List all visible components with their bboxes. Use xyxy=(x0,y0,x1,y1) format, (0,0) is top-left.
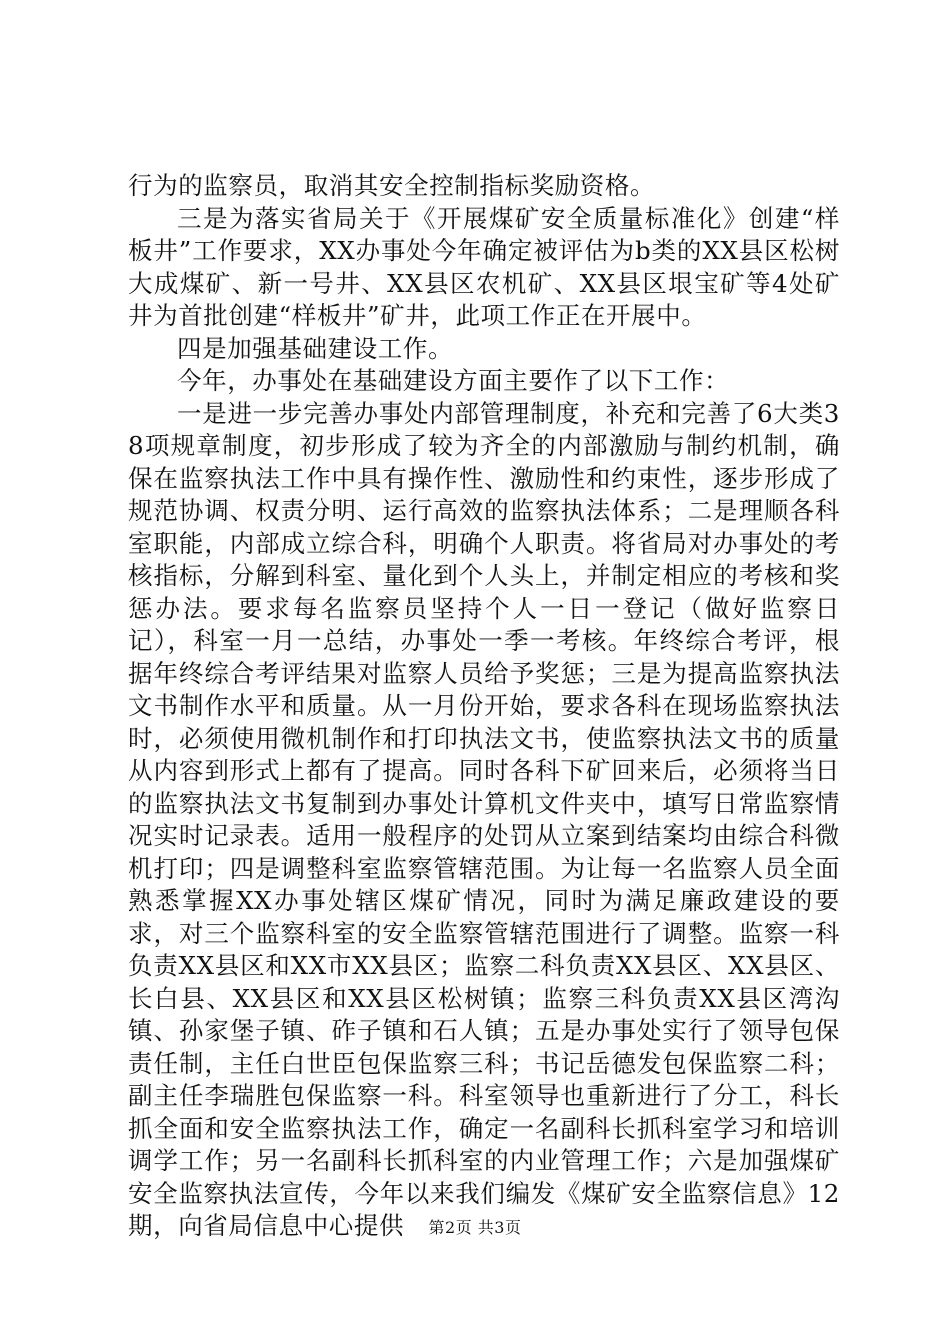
paragraph-3: 四是加强基础建设工作。 xyxy=(177,333,454,363)
page-number-label: 第2页 共3页 xyxy=(428,1218,522,1237)
page-footer xyxy=(0,1218,950,1238)
paragraph-4: 今年，办事处在基础建设方面主要作了以下工作： xyxy=(177,366,730,395)
document-body xyxy=(128,170,840,1243)
paragraph-5: 一是进一步完善办事处内部管理制度，补充和完善了6大类38项规章制度，初步形成了较为齐全的内部激励与制约机制，确保在监察执法工作中具有操作性、激励性和约束性，逐步形成了规范协调、权责分明、运行高效的监察执法体系；二是理顺各科室职能，内部成立综合科，明确个人职责。将省局对办事处的考核指标，分解到科室、量化到个人头上，并制定相应的考核和奖惩办法。要求每名监察员坚持个人一日一登记（做好监察日记），科室一月一总结，办事处一季一考核。年终综合考评，根据年终综合考评结果对监察人员给予奖惩；三是为提高监察执法文书制作水平和质量。从一月份开始，要求各科在现场监察执法时，必须使用微机制作和打印执法文书，使监察执法文书的质量从内容到形式上都有了提高。同时各科下矿回来后，必须将当日的监察执法文书复制到办事处计算机文件夹中，填写日常监察情况实时记录表。适用一般程序的处罚从立案到结案均由综合科微机打印；四是调整科室监察管辖范围。为让每一名监察人员全面熟悉掌握XX办事处辖区煤矿情况，同时为满足廉政建设的要求，对三个监察科室的安全监察管辖范围进行了调整。监察一科负责XX县区和XX市XX县区；监察二科负责XX县区、XX县区、长白县、XX县区和XX县区松树镇；监察三科负责XX县区湾沟镇、孙家堡子镇、砟子镇和石人镇；五是办事处实行了领导包保责任制，主任白世臣包保监察三科；书记岳德发包保监察二科；副主任李瑞胜包保监察一科。科室领导也重新进行了分工，科长抓全面和安全监察执法工作，确定一名副科长抓科室学习和培训调学工作；另一名副科长抓科室的内业管理工作；六是加强煤矿安全监察执法宣传，今年以来我们编发《煤矿安全监察信息》12期，向省局信息中心提供 xyxy=(128,398,840,1240)
paragraph-1: 行为的监察员，取消其安全控制指标奖励资格。 xyxy=(128,171,656,200)
paragraph-2: 三是为落实省局关于《开展煤矿安全质量标准化》创建“样板井”工作要求，XX办事处今年确定被评估为b类的XX县区松树大成煤矿、新一号井、XX县区农机矿、XX县区垠宝矿等4处矿井为首批创建“样板井”矿井，此项工作正在开展中。 xyxy=(128,203,840,330)
